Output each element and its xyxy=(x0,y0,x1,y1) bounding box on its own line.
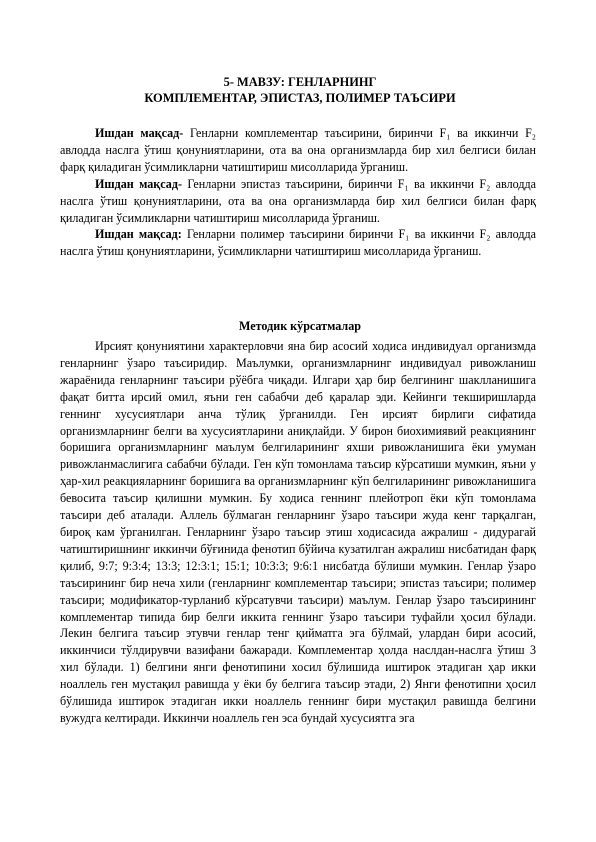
methods-body-paragraph: Ирсият қонуниятини характерловчи яна бир асосий ходиса индивидуал организмда генларнинг ўзаро таъсиридир. Маълумки, организмларнинг индивидуал ривожланиш жараёнида генларнинг таъсири рўёбга чиқади. Илгари ҳар бир белгининг шаклланишига фақат битта ирсий омил, яъни ген сабабчи деб қаралар эди. Кейинги текширишларда геннинг хусусиятлари анча тўлиқ ўрганилди. Ген ирсият бирлиги сифатида организмларнинг белги ва хусусиятларини аниқлайди. У бирон биохимиявий реакциянинг боришига организмларнинг маълум белгиларининг яхши ривожланишига ёки умуман ривожланмаслигига сабабчи бўлади. Ген кўп томонлама таъсир кўрсатиши мумкин, яъни у ҳар-хил реакцияларнинг боришига ва организмларнинг кўп белгиларининг ривожланишига бевосита таъсир қилишни мумкин. Бу ходиса геннинг плейотроп ёки кўп томонлама таъсири деб аталади. Аллель бўлмаган генларнинг ўзаро таъсири жуда кенг тарқалган, бироқ кам ўрганилган. Генларнинг ўзаро таъсир этиш ходисасида ажралиш - дидурагай чатиштиришнинг иккинчи бўғинида фенотип бўйича кузатилган ажралиш нисбатидан фарқ қилиб, 9:7; 9:3:4; 13:3; 12:3:1; 15:1; 10:3:3; 9:6:1 нисбатда бўлиши мумкин. Генлар ўзаро таъсирининг бир неча хили (генларнинг комплементар таъсири; эпистаз таъсири; полимер таъсири; модификатор-турланиб кўрсатувчи таъсири) маълум. Генлар ўзаро таъсирининг комплементар типида бир белги иккита геннинг ўзаро таъсири туфайли ҳосил бўлади. Лекин белгига таъсир этувчи генлар тенг қийматга эга бўлмай, улардан бири асосий, иккинчиси тўлдирувчи вазифани бажаради. Комплементар ҳолда наслдан-наслга ўтиш 3 хил бўлади. 1) белгини янги фенотипини хосил бўлишида иштирок этадиган ҳар икки ноаллель ген мустақил равишда у ёки бу белгига таъсир этади, 2) Янги фенотипни ҳосил бўлишида иштирок этадиган икки ноаллель геннинг бири мустақил равишда белгини вужудга келтиради. Иккинчи ноаллель ген эса бундай хусусиятга эга xyxy=(60,339,536,725)
goal-label: Ишдан мақсад- xyxy=(95,126,184,140)
topic-title xyxy=(60,74,540,106)
goal-text: Генларни комплементар таъсирини, биринчи F₁ ва иккинчи F₂ авлодда наслга ўтиш қонуниятларини, ота ва она организмларда бир хил белгиси билан фарқ қиладиган ўсимликларни чатиштириш мисолларида ўрганиш. xyxy=(60,126,537,174)
goal-paragraph-polymer xyxy=(60,226,536,260)
goal-paragraph-epistasis xyxy=(60,176,536,227)
topic-title-line-2: КОМПЛЕМЕНТАР, ЭПИСТАЗ, ПОЛИМЕР ТАЪСИРИ xyxy=(144,91,456,105)
goal-paragraph-complementary xyxy=(60,125,536,176)
methods-heading: Методик кўрсатмалар xyxy=(239,319,361,333)
goals-section xyxy=(60,125,536,260)
goal-label: Ишдан мақсад: xyxy=(95,227,182,242)
goal-label: Ишдан мақсад- xyxy=(95,176,182,191)
topic-title-line-1: 5- МАВЗУ: ГЕНЛАРНИНГ xyxy=(223,75,377,89)
goal-text: Генларни эпистаз таъсирини, биринчи F₁ ва иккинчи F₂ авлодда наслга ўтиш қонуниятларини, ота ва она организмларда бир хил белгиси билан фарқ қиладиган ўсимликларни чатиштириш мисолларида ўрганиш. xyxy=(60,176,537,225)
goal-text: Генларни полимер таъсирини биринчи F₁ ва иккинчи F₂ авлодда наслга ўтиш қонуниятларини, ўсимликларни чатиштириш мисолларида ўрганиш. xyxy=(60,227,537,259)
methods-section xyxy=(60,338,536,727)
